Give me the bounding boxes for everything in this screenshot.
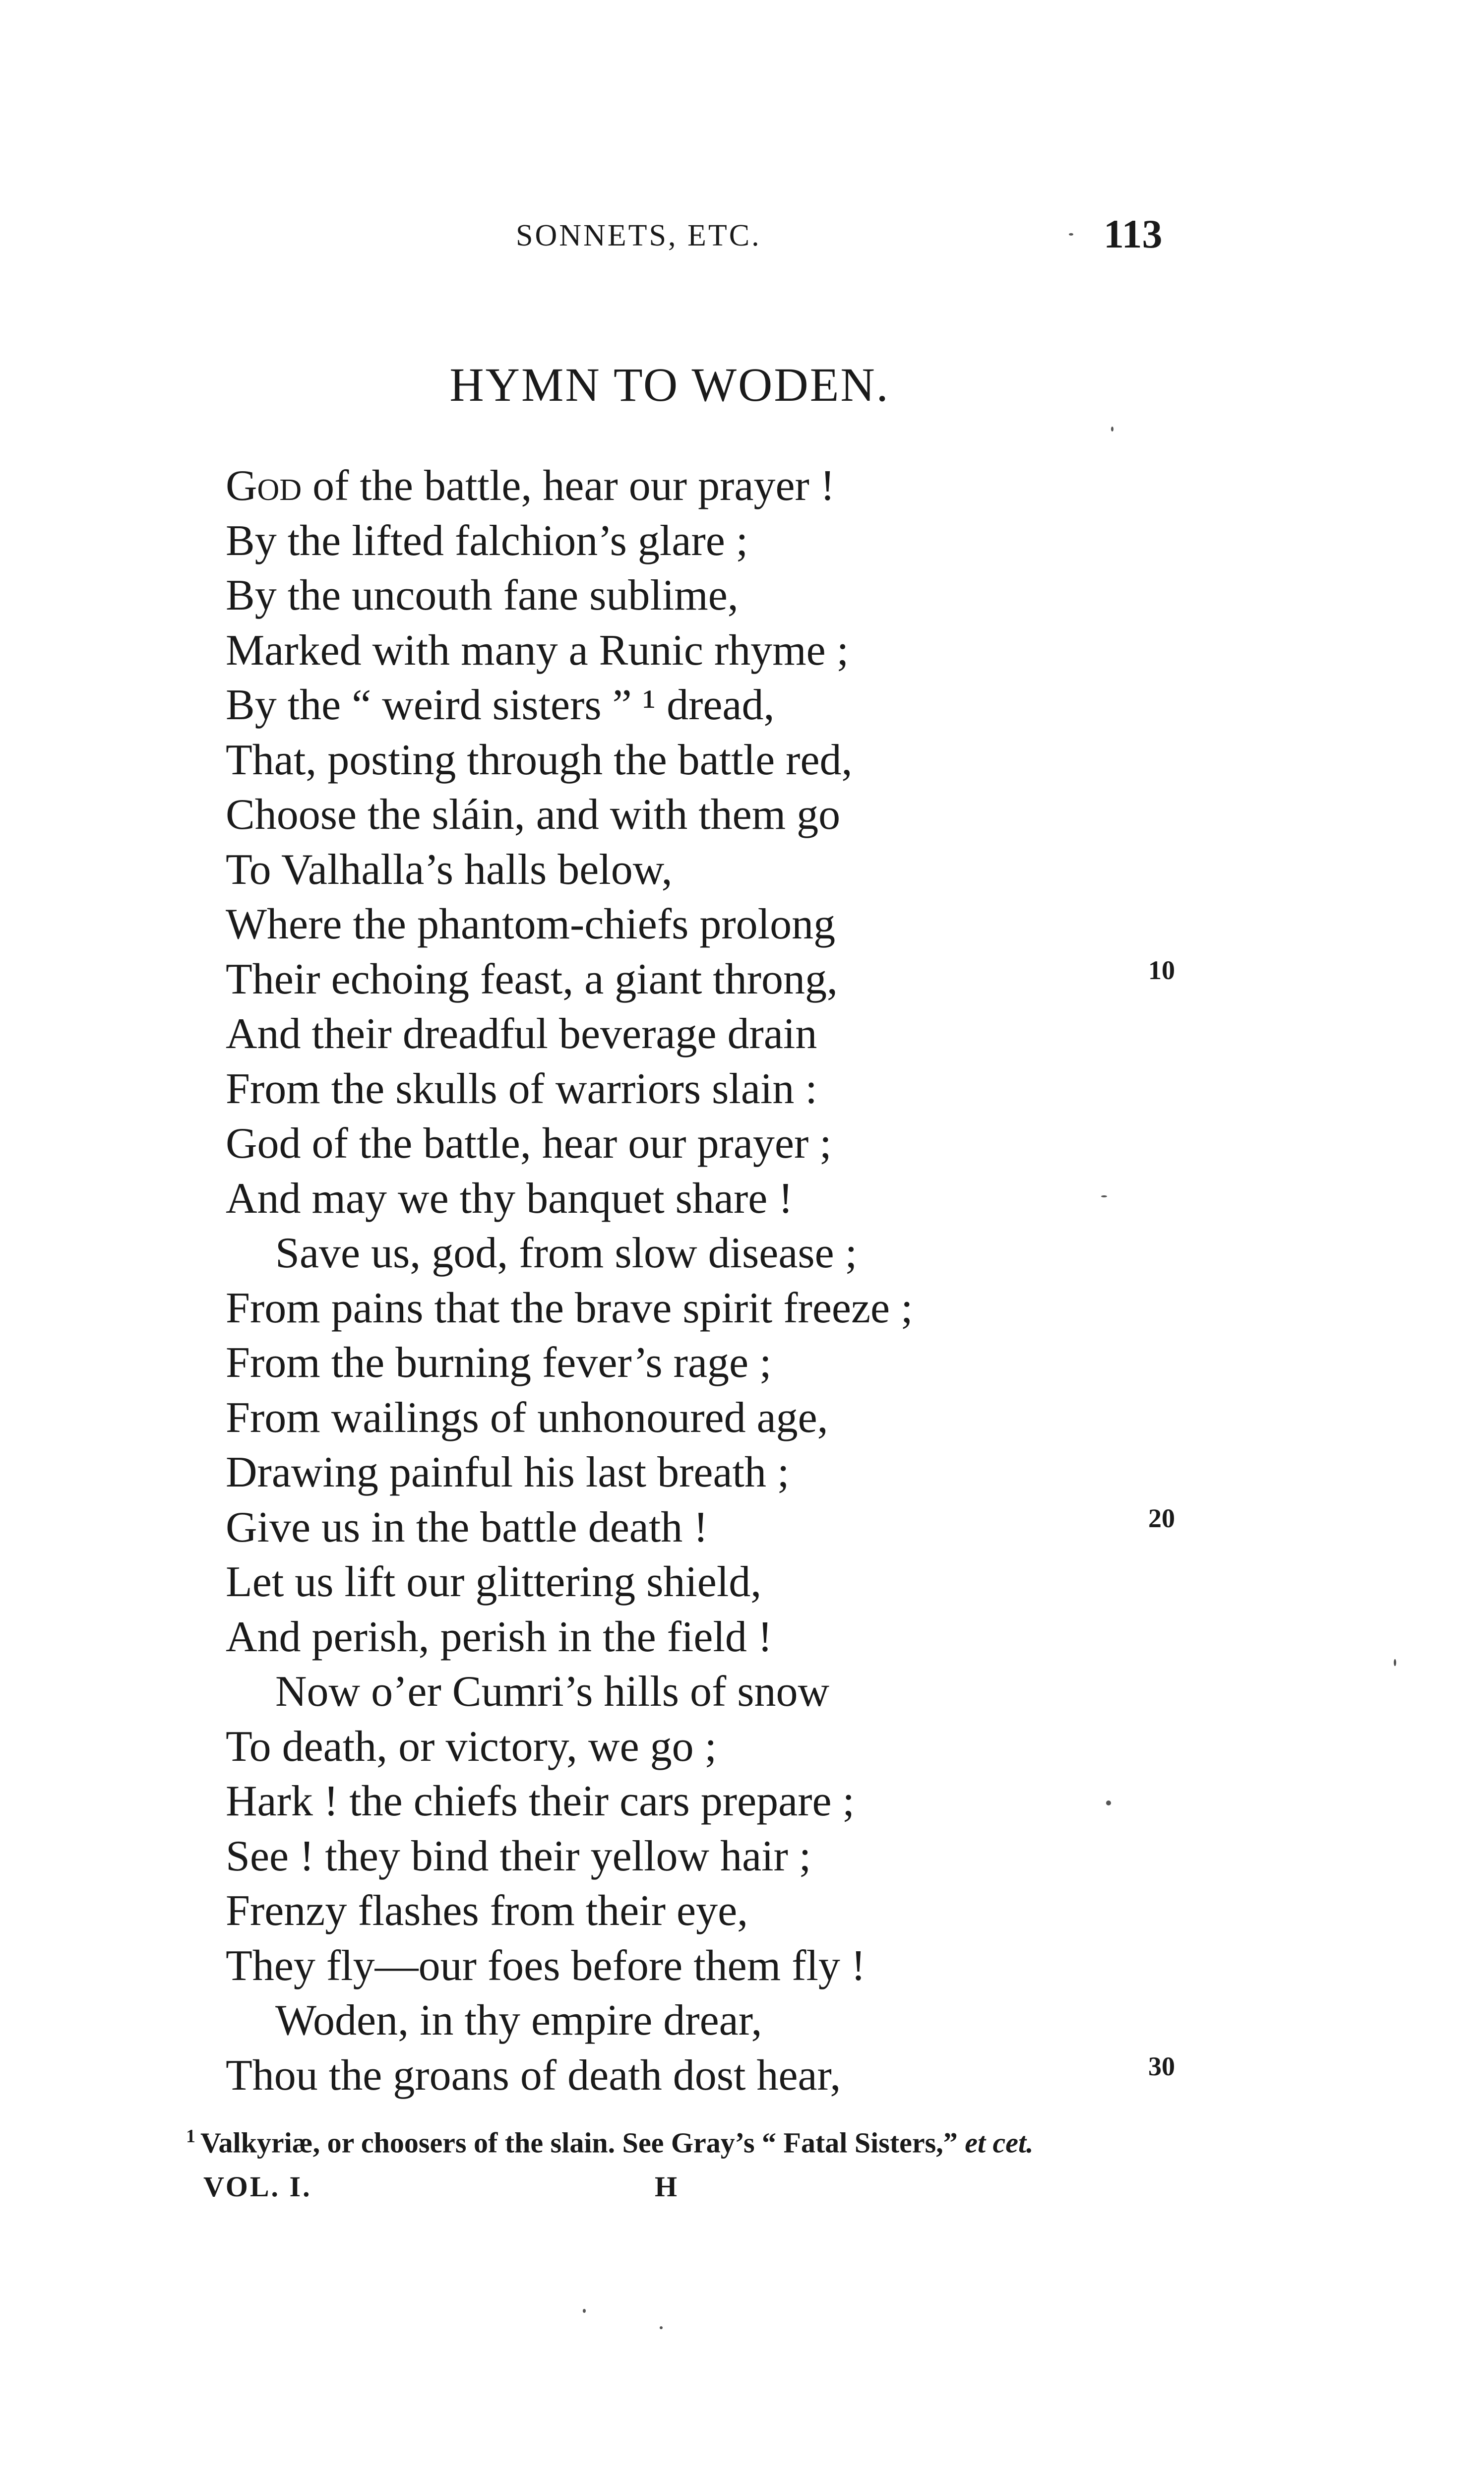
footnote-marker: 1	[186, 2126, 195, 2147]
poem-line: Where the phantom-chiefs prolong	[226, 900, 836, 948]
poem-line: Thou the groans of death dost hear,	[226, 2051, 841, 2100]
poem-line: See ! they bind their yellow hair ;	[226, 1832, 811, 1880]
poem-line: By the lifted falchion’s glare ;	[226, 516, 748, 565]
ink-speck	[1111, 427, 1113, 432]
poem-line: From pains that the brave spirit freeze ;	[226, 1284, 913, 1332]
poem-line: Their echoing feast, a giant throng,	[226, 955, 838, 1003]
poem-line: Choose the sláin, and with them go	[226, 791, 841, 839]
poem-line: From the burning fever’s rage ;	[226, 1339, 772, 1387]
poem-title: HYMN TO WODEN.	[449, 358, 890, 411]
ink-speck	[1101, 1195, 1107, 1197]
poem-line: God of the battle, hear our prayer ;	[226, 1119, 832, 1168]
footnote-text: Valkyriæ, or choosers of the slain. See Gray’s “ Fatal Sisters,”	[200, 2126, 965, 2159]
poem-line: Marked with many a Runic rhyme ;	[226, 626, 849, 675]
poem-line: And perish, perish in the field !	[226, 1612, 773, 1661]
poem-line: Frenzy flashes from their eye,	[226, 1887, 748, 1935]
poem-line: That, posting through the battle red,	[226, 736, 853, 784]
poem-line: By the “ weird sisters ” ¹ dread,	[226, 681, 775, 729]
poem-line: Give us in the battle death !	[226, 1503, 708, 1551]
line-number-10: 10	[1148, 955, 1175, 985]
poem-line: Drawing painful his last breath ;	[226, 1448, 790, 1496]
ink-speck	[1069, 233, 1073, 236]
footnote	[186, 2125, 1034, 2159]
poem-line: To Valhalla’s halls below,	[226, 845, 673, 894]
poem-line: Now o’er Cumri’s hills of snow	[275, 1668, 830, 1716]
footnote-italic: et cet.	[965, 2126, 1034, 2159]
ink-speck	[583, 2309, 586, 2313]
poem-line	[226, 459, 1218, 514]
poem-line: To death, or victory, we go ;	[226, 1722, 717, 1771]
ink-speck	[1394, 1659, 1396, 1666]
poem-line: From the skulls of warriors slain :	[226, 1064, 817, 1113]
poem-body	[226, 459, 1218, 2103]
line-number-30: 30	[1148, 2051, 1175, 2081]
ink-speck	[660, 2326, 663, 2329]
poem-line: From wailings of unhonoured age,	[226, 1393, 828, 1442]
poem-line-text: of the battle, hear our prayer !	[302, 462, 835, 510]
running-head: SONNETS, ETC.	[516, 219, 761, 252]
poem-line: Let us lift our glittering shield,	[226, 1558, 762, 1606]
poem-line: By the uncouth fane sublime,	[226, 571, 739, 620]
poem-line: Woden, in thy empire drear,	[275, 1996, 762, 2045]
gathering-signature: H	[655, 2170, 678, 2203]
volume-signature: VOL. I.	[203, 2170, 312, 2203]
ink-speck	[1106, 1800, 1111, 1805]
poem-line: They fly—our foes before them fly !	[226, 1941, 866, 1990]
poem-line: Save us, god, from slow disease ;	[275, 1229, 858, 1277]
poem-line: Hark ! the chiefs their cars prepare ;	[226, 1777, 855, 1825]
line-number-20: 20	[1148, 1503, 1175, 1533]
page-number: 113	[1104, 211, 1163, 256]
first-word: God	[226, 462, 302, 510]
poem-line: And their dreadful beverage drain	[226, 1010, 817, 1058]
poem-line: And may we thy banquet share !	[226, 1174, 793, 1223]
